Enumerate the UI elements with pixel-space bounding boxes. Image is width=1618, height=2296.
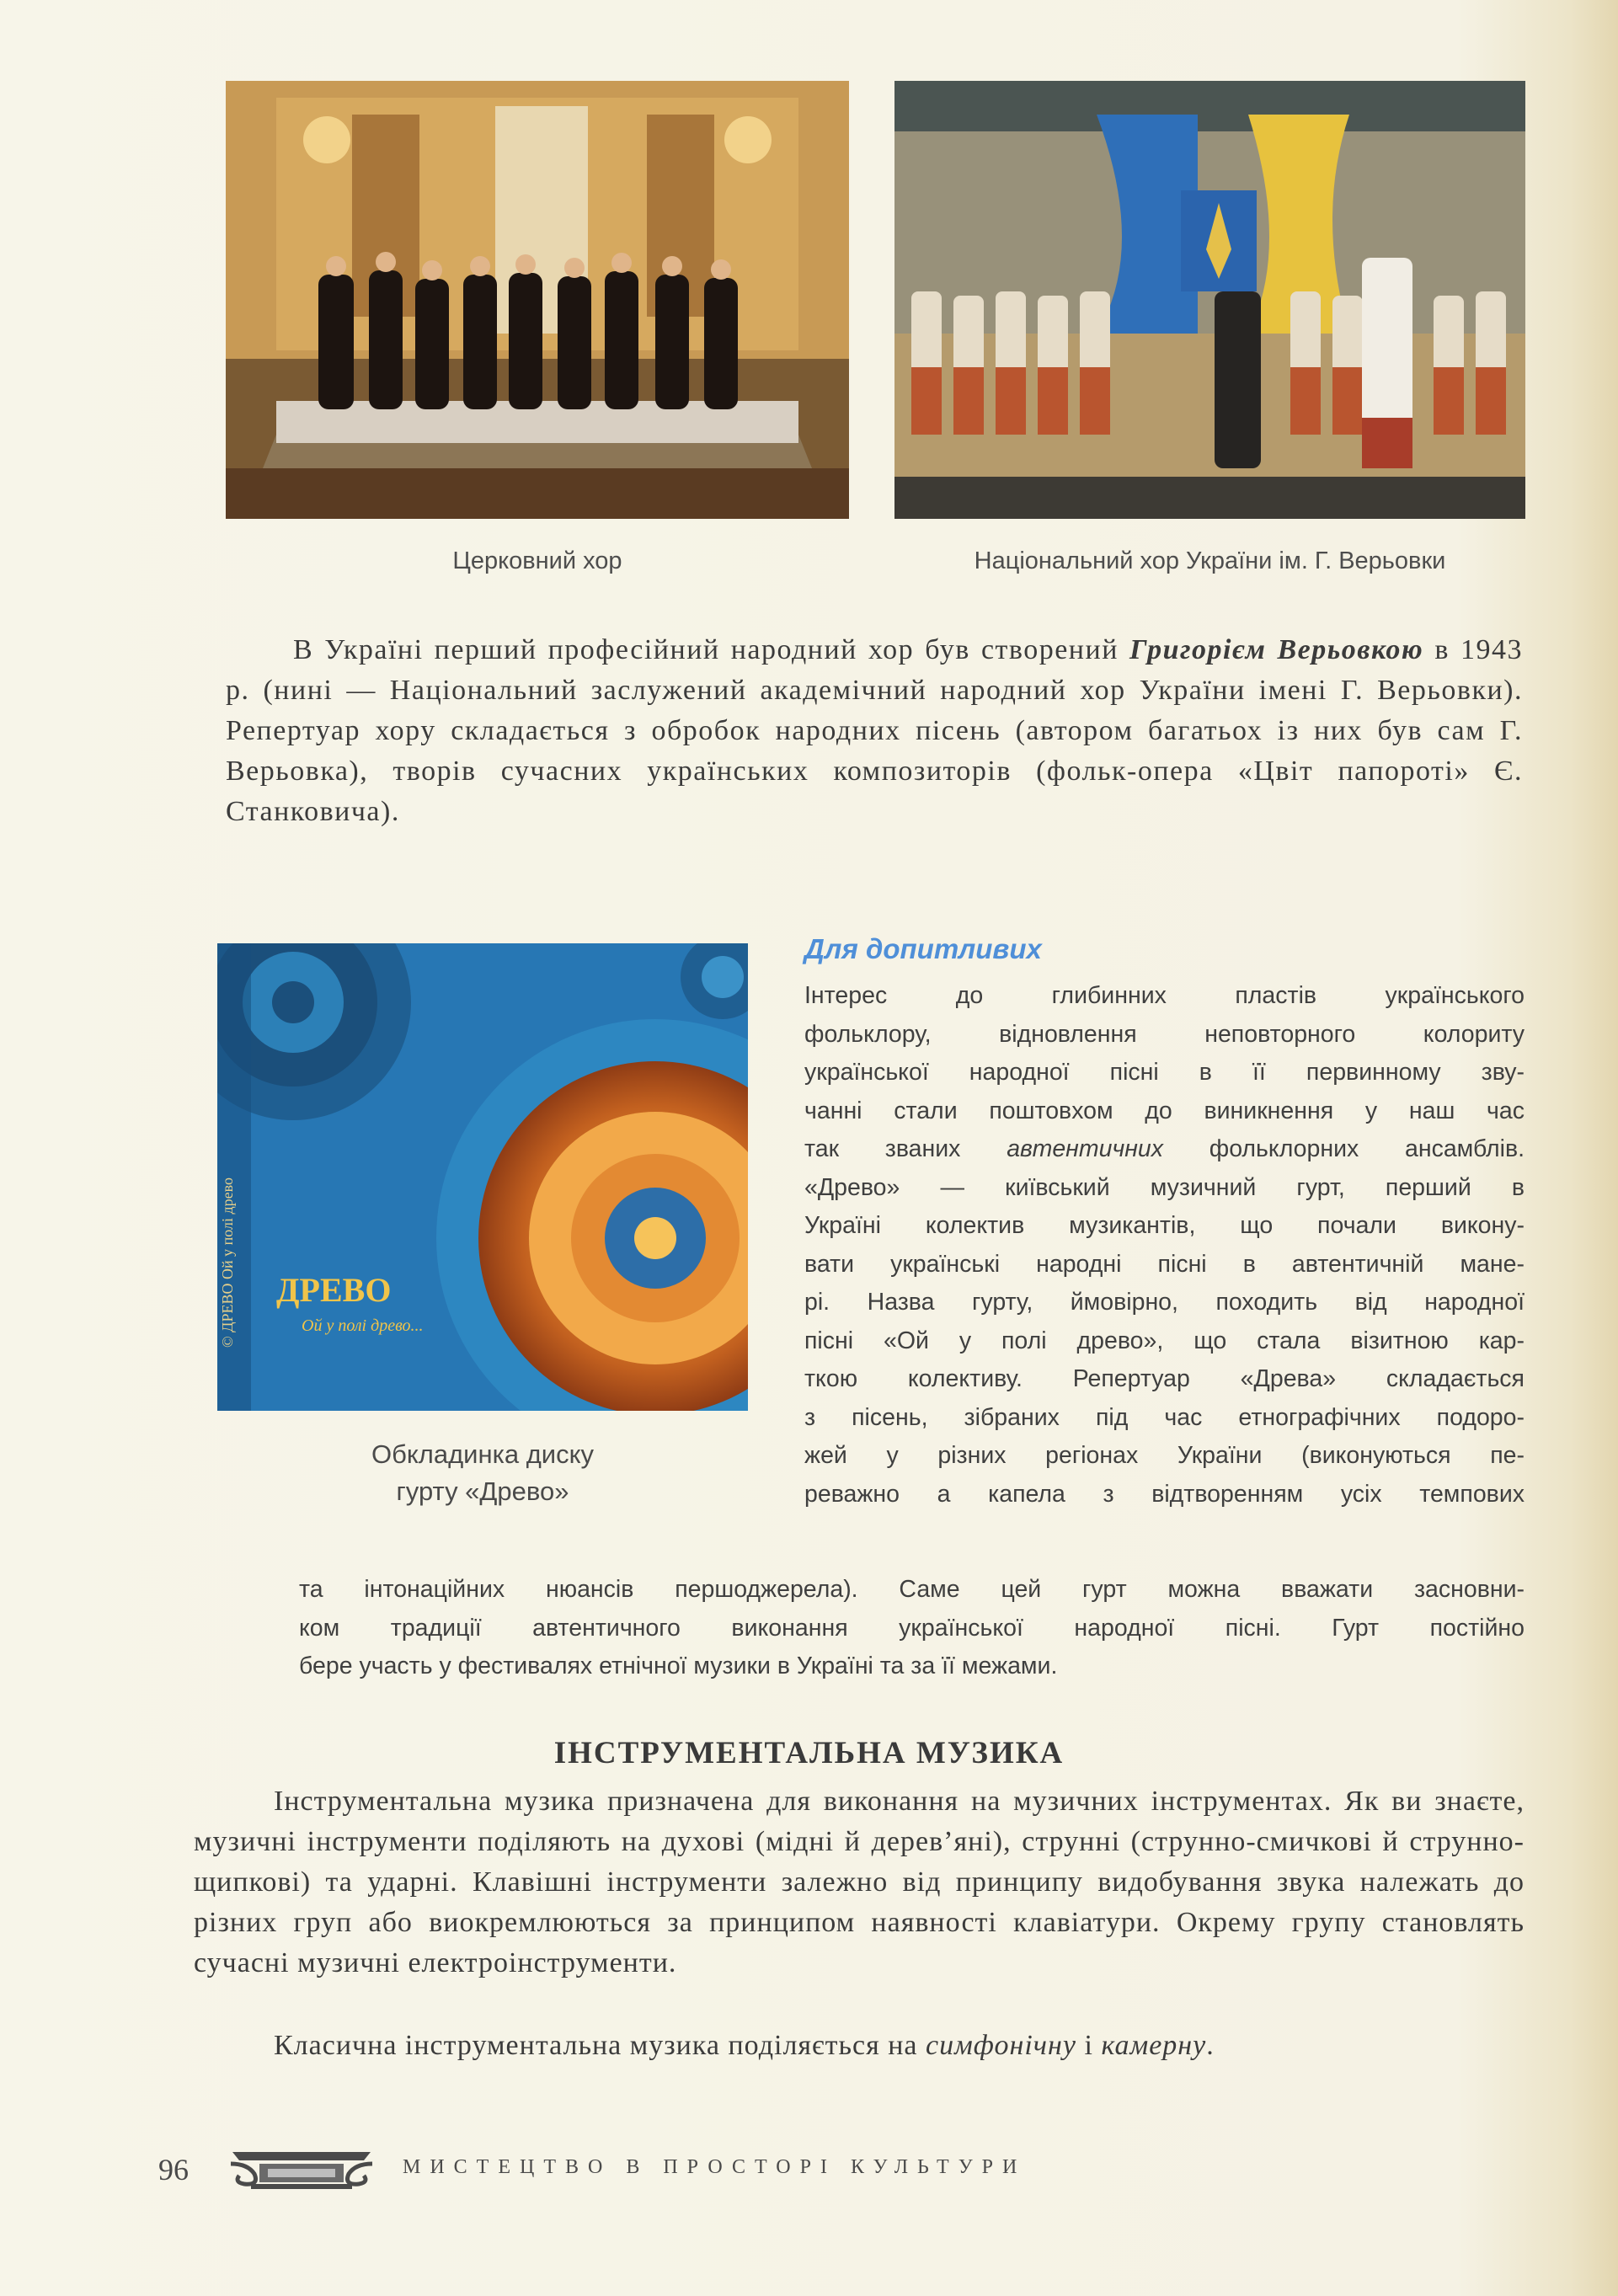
national-choir-caption: Національний хор України ім. Г. Верьовки	[974, 547, 1446, 574]
paragraph-text: Класична інструментальна музика поділяється на	[274, 2030, 926, 2061]
sidebar-line: фольклору, відновлення неповторного колориту	[804, 1020, 1525, 1048]
symphonic-term: симфонічну	[926, 2030, 1076, 2061]
sidebar-line: ткою колективу. Репертуар «Древа» складається	[804, 1365, 1525, 1392]
column-capital-emblem-icon	[226, 2145, 377, 2192]
sidebar-line: чанні стали поштовхом до виникнення у наш час	[804, 1097, 1525, 1124]
page-number: 96	[158, 2153, 189, 2187]
cd-caption-line: Обкладинка диску	[371, 1439, 595, 1469]
classical-paragraph	[194, 2026, 1525, 2066]
sidebar-line: вати українські народні пісні в автентичній мане-	[804, 1250, 1525, 1278]
cd-spine-text: © ДРЕВО Ой у полі древо	[219, 1177, 236, 1348]
sidebar-line: з пісень, зібраних під час етнографічних подоро-	[804, 1403, 1525, 1431]
cd-cover-caption	[217, 1436, 748, 1510]
sidebar-line: реважно а капела з відтворенням усіх темпових	[804, 1480, 1525, 1508]
sidebar-line: Інтерес до глибинних пластів українського	[804, 982, 1525, 1009]
sidebar-text-run: так званих	[804, 1135, 961, 1162]
sidebar-text-continued	[299, 1571, 1525, 1686]
sidebar-line: пісні «Ой у полі древо», що стала візитною кар-	[804, 1327, 1525, 1354]
paragraph-text: .	[1206, 2030, 1215, 2061]
sidebar-line: та інтонаційних нюансів першоджерела). Саме цей гурт можна вважати засновни-	[299, 1576, 1525, 1603]
sidebar-line: Україні колектив музикантів, що почали викону-	[804, 1212, 1525, 1239]
footer-title: МИСТЕЦТВО В ПРОСТОРІ КУЛЬТУРИ	[403, 2156, 1027, 2178]
drevo-cd-cover	[217, 943, 748, 1411]
church-choir-photo	[226, 81, 849, 519]
section-heading: ІНСТРУМЕНТАЛЬНА МУЗИКА	[553, 1736, 1065, 1770]
cd-cover-artwork	[217, 943, 748, 1411]
cd-caption-line: гурту «Древо»	[396, 1476, 569, 1506]
instrumental-paragraph: Інструментальна музика призначена для виконання на музичних інструментах. Як ви знаєте, музичні інструменти поділяють на духові (мідні й дерев’яні), струнні (струнно-смичкові й струнно-щипкові) та ударні. Клавішні інструменти залежно від принципу видобування звука належать до різних груп або виокремлюються за принципом наявності клавіатури. Окрему групу становлять сучасні музичні електроінструменти.	[194, 1786, 1525, 1978]
paragraph-text: і	[1076, 2030, 1102, 2061]
cd-subtitle: Ой у полі древо...	[302, 1316, 424, 1335]
church-choir-illustration	[226, 81, 849, 519]
sidebar-text-run: фольклорних ансамблів.	[1209, 1135, 1525, 1162]
authentic-term: автентичних	[1007, 1135, 1163, 1162]
paragraph-text: в 1943 р. (нині — Національний заслужений академічний народний хор України імені Г. Верьовки). Репертуар хору складається з обробок народних пісень (автором багатьох із них був сам Г. Верьовка), творів сучасних українських композиторів (фольк-опера «Цвіт папороті» Є. Станковича).	[226, 634, 1523, 827]
national-choir-photo	[894, 81, 1525, 519]
sidebar-line: бере участь у фестивалях етнічної музики в Україні та за її межами.	[299, 1653, 1058, 1679]
sidebar-line: рі. Назва гурту, ймовірно, походить від народної	[804, 1289, 1525, 1316]
sidebar-line: української народної пісні в її первинному зву-	[804, 1059, 1525, 1086]
veryovka-paragraph	[226, 630, 1523, 832]
sidebar-line: жей у різних регіонах України (виконуються пе-	[804, 1442, 1525, 1469]
cd-title: ДРЕВО	[276, 1271, 392, 1309]
national-choir-illustration	[894, 81, 1525, 519]
person-name: Григорієм Верьовкою	[1129, 634, 1424, 665]
sidebar-heading: Для допитливих	[804, 933, 1042, 964]
chamber-term: камерну	[1101, 2030, 1207, 2061]
paragraph-text: В Україні перший професійний народний хор був створений	[293, 634, 1129, 665]
sidebar-line	[804, 1130, 1525, 1169]
church-choir-caption: Церковний хор	[452, 547, 622, 574]
sidebar-line: «Древо» — київський музичний гурт, перший в	[804, 1173, 1525, 1201]
sidebar-line: ком традиції автентичного виконання української народної пісні. Гурт постійно	[299, 1614, 1525, 1642]
sidebar-text	[804, 977, 1525, 1514]
